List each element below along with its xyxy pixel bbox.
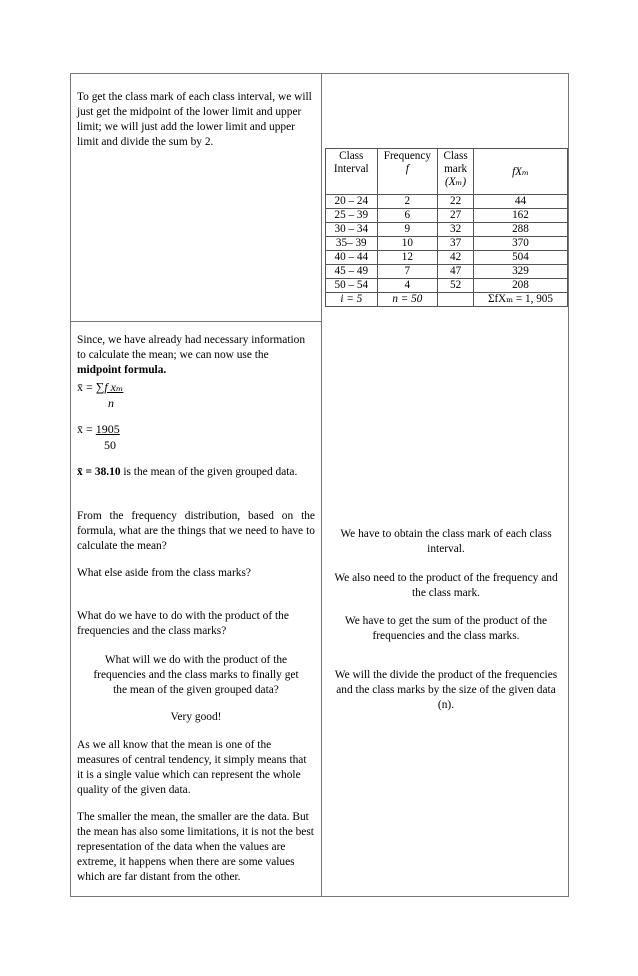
mean-result-rest: is the mean of the given grouped data. (120, 466, 298, 478)
question-3: What do we have to do with the product of the frequencies and the class marks? (77, 610, 289, 637)
intro-text: To get the class mark of each class interval, we will just get the midpoint of the lower limit and upper limit; we will just add the lower limit and upper limit and divide the sum by 2. (77, 91, 312, 148)
footer-total-frequency: n = 50 (377, 293, 438, 307)
paragraph-mean-definition: As we all know that the mean is one of the measures of central tendency, it simply means that it is a single value which can represent the whole quality of the given data. (77, 739, 307, 796)
footer-sum-fxm: ΣfXₘ = 1, 905 (473, 293, 567, 307)
answer-2: We also need to the product of the frequency and the class mark. (334, 572, 558, 599)
praise-text: Very good! (170, 711, 222, 723)
table-row: 50 – 54 4 52 208 (326, 279, 568, 293)
footer-empty (438, 293, 474, 307)
since-text-bold: midpoint formula. (77, 364, 167, 376)
since-text-plain: Since, we have already had necessary information to calculate the mean; we can now use the (77, 334, 306, 361)
mean-formula-denominator: n (108, 396, 114, 410)
footer-interval-size: i = 5 (326, 293, 378, 307)
mean-formula (77, 380, 124, 410)
row-divider (71, 321, 321, 322)
lesson-table-frame (70, 73, 569, 897)
answer-4: We will the divide the product of the frequencies and the class marks by the size of the given data (n). (334, 669, 558, 711)
mean-formula-lhs: x̄ = (77, 380, 96, 394)
table-footer-row (326, 293, 568, 307)
header-class-mark: Class mark (Xₘ) (438, 149, 474, 195)
answer-3: We have to get the sum of the product of the frequencies and the class marks. (344, 615, 548, 642)
mean-formula-numerator: ∑f xₘ (95, 380, 124, 394)
table-row: 45 – 49 7 47 329 (326, 265, 568, 279)
since-text (77, 333, 315, 378)
mean-result (77, 465, 315, 480)
question-4: What will we do with the product of the frequencies and the class marks to finally get the mean of the given grouped data? (93, 654, 299, 696)
header-class-interval: Class Interval (326, 149, 378, 195)
table-row: 25 – 39 6 27 162 (326, 209, 568, 223)
table-row: 30 – 34 9 32 288 (326, 223, 568, 237)
table-header-row (326, 149, 568, 195)
header-fxm: fXₘ (473, 149, 567, 195)
question-2: What else aside from the class marks? (77, 567, 251, 579)
paragraph-mean-limitations: The smaller the mean, the smaller are the data. But the mean has also some limitations, it is not the best representation of the data when the values are extreme, it happens when there are some values which are far distant from the other. (77, 811, 314, 883)
column-divider (321, 74, 322, 896)
answer-1: We have to obtain the class mark of each class interval. (340, 528, 552, 555)
mean-substitution-lhs: x̄ = (77, 422, 96, 436)
mean-substitution (77, 422, 120, 452)
mean-substitution-numerator: 1905 (95, 422, 120, 436)
question-1: From the frequency distribution, based on the formula, what are the things that we need to have to calculate the mean? (77, 510, 315, 552)
table-row: 20 – 24 2 22 44 (326, 195, 568, 209)
frequency-distribution-table (325, 148, 568, 307)
mean-substitution-denominator: 50 (104, 438, 116, 452)
header-frequency: Frequency f (377, 149, 438, 195)
table-row: 40 – 44 12 42 504 (326, 251, 568, 265)
mean-result-bold: x̄ = 38.10 (77, 466, 121, 478)
table-row: 35– 39 10 37 370 (326, 237, 568, 251)
